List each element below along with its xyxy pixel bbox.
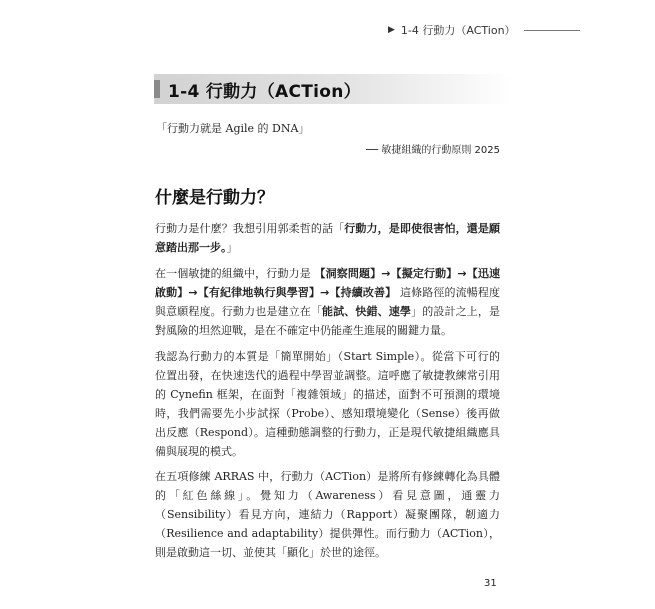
p2-text-path: 【洞察問題】→【擬定行動】→【迅速啟動】→【有紀律地執行與學習】→【持續改善】 — [155, 267, 500, 299]
running-header-text: 1-4 行動力（ACTion） — [400, 24, 516, 37]
paragraph-1 — [155, 219, 500, 257]
paragraph-2 — [155, 264, 500, 340]
epigraph-quote: 「行動力就是 Agile 的 DNA」 — [156, 122, 310, 135]
p2-text-a: 在一個敏捷的組織中，行動力是 — [155, 267, 315, 280]
paragraph-3: 我認為行動力的本質是「簡單開始」（Start Simple）。從當下可行的位置出發，在快速迭代的過程中學習並調整。這呼應了敏捷教練常引用的 Cynefin 框架，在面對「複雜領域」的描述，面對不可預測的環境時，我們需要先小步試探（Probe）、感知環境變化（Sense）後再做出反應（Respond）。這種動態調整的行動力，正是現代敏捷組織應具備與展現的模式。 — [155, 350, 500, 458]
paragraph-4: 在五項修練 ARRAS 中，行動力（ACTion）是將所有修練轉化為具體的「紅色絲線」。覺知力（Awareness）看見意圖，通靈力（Sensibility）看見方向，連結力（Rapport）凝聚團隊，韌適力（Resilience and adaptability）提供彈性。而行動力（ACTion），則是啟動這一切、並使其「顯化」於世的途徑。 — [155, 470, 500, 559]
triangle-right-icon: ▶ — [388, 25, 395, 35]
p2-text-bold: 能試、快錯、速學 — [322, 305, 412, 318]
running-header — [388, 22, 580, 38]
p2-text-c: 這條路徑的流暢程度與意願程度。行動力也是建立在「 — [155, 286, 501, 318]
p1-text-c: 」 — [226, 241, 238, 254]
page-number: 31 — [484, 578, 497, 589]
p1-text-a: 行動力是什麼？我想引用郭柔哲的話「 — [155, 222, 345, 235]
title-accent-bar — [154, 80, 160, 98]
p2-text-e: 」的設計之上，是對風險的坦然迎戰，是在不確定中仍能產生進展的關鍵力量。 — [155, 305, 501, 337]
epigraph-attribution: ── 敏捷組織的行動原則 2025 — [366, 145, 500, 156]
section-heading: 什麼是行動力？ — [155, 188, 274, 208]
chapter-title: 1-4 行動力（ACTion） — [168, 82, 361, 102]
chapter-title-band — [154, 74, 514, 104]
p1-text-bold: 行動力，是即使很害怕，還是願意踏出那一步。 — [155, 222, 500, 254]
header-rule — [524, 30, 580, 31]
